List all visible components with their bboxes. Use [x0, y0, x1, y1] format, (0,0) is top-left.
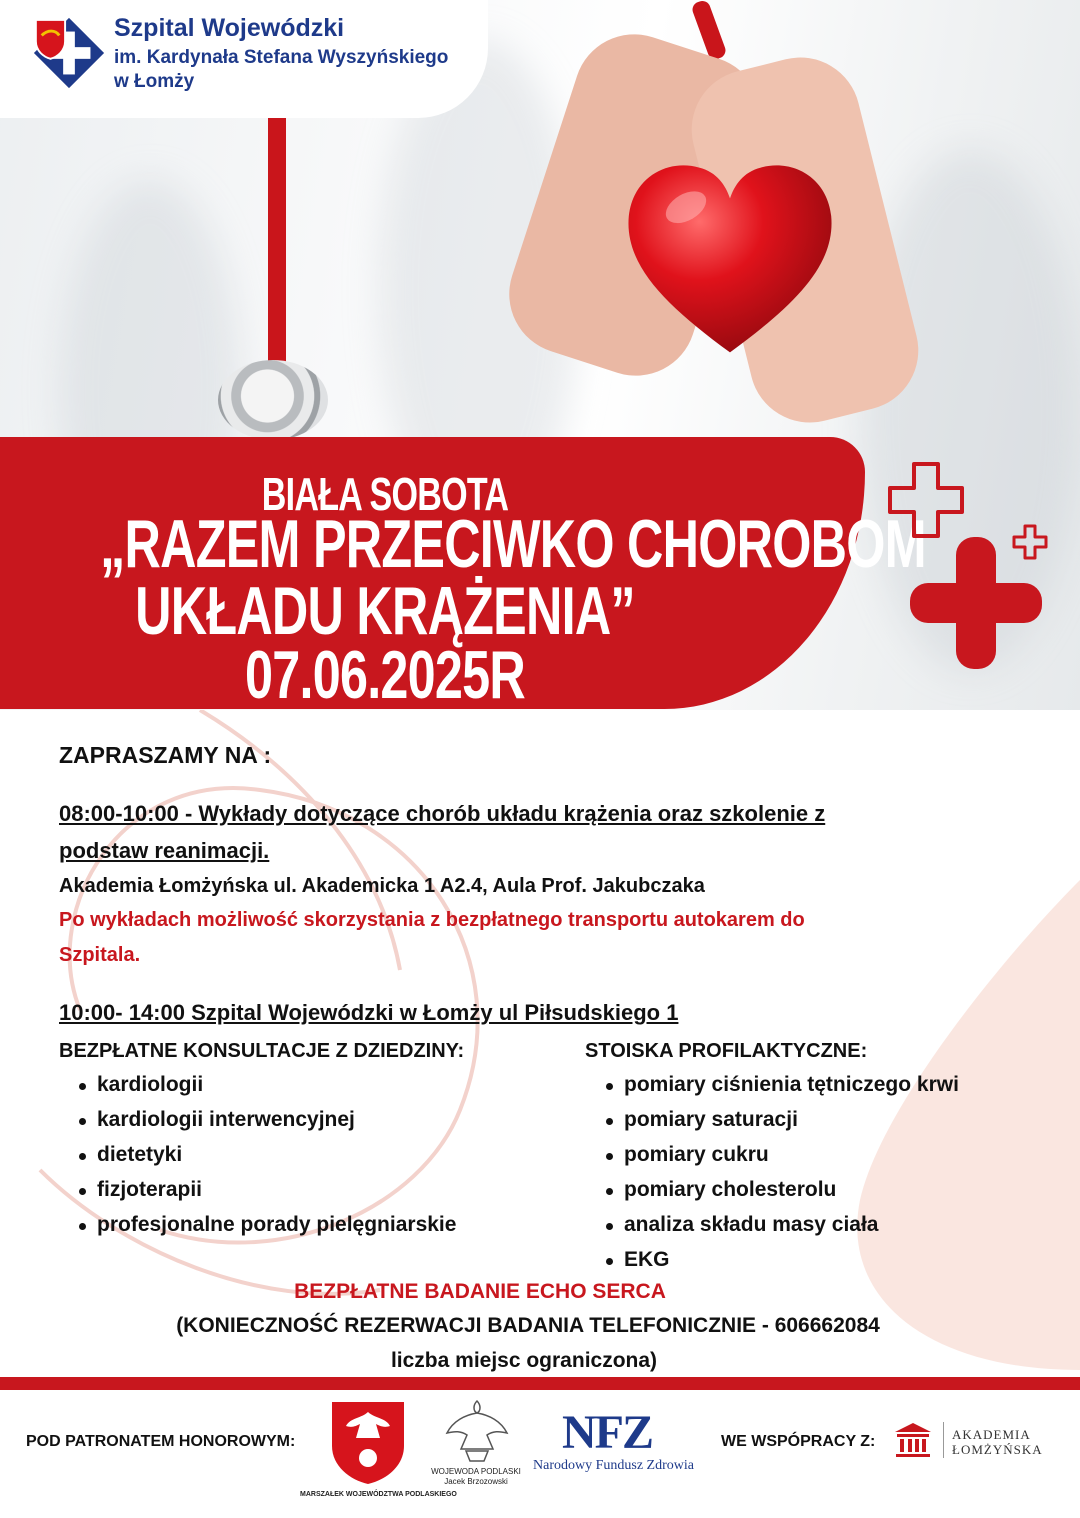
list-item: fizjoterapii	[77, 1178, 456, 1213]
lecture-schedule-cont: podstaw reanimacji.	[59, 838, 270, 863]
voivode-name: Jacek Brzozowski	[444, 1477, 508, 1486]
marshal-caption: MARSZAŁEK WOJEWÓDZTWA PODLASKIEGO	[300, 1491, 457, 1498]
large-cross-icon	[906, 533, 1046, 673]
heart-icon	[620, 150, 840, 370]
echo-offer: BEZPŁATNE BADANIE ECHO SERCA	[294, 1280, 666, 1303]
event-name: BIAŁA SOBOTA	[261, 468, 509, 520]
event-title-line1: „RAZEM PRZECIWKO CHOROBOM	[100, 506, 926, 582]
list-item: EKG	[604, 1248, 959, 1283]
list-item: pomiary cukru	[604, 1143, 959, 1178]
hospital-patron: im. Kardynała Stefana Wyszyńskiego	[114, 47, 449, 68]
nfz-caption: Narodowy Fundusz Zdrowia	[533, 1458, 694, 1473]
hospital-schedule: 10:00- 14:00 Szpital Wojewódzki w Łomży ul Piłsudskiego 1	[59, 1000, 679, 1025]
list-item: pomiary ciśnienia tętniczego krwi	[604, 1073, 959, 1108]
hospital-logo-card	[0, 0, 488, 118]
patronage-label: POD PATRONATEM HONOROWYM:	[26, 1433, 296, 1450]
transport-info-cont: Szpitala.	[59, 944, 141, 966]
hospital-name: Szpital Wojewódzki	[114, 14, 345, 42]
transport-info: Po wykładach możliwość skorzystania z bezpłatnego transportu autokarem do	[59, 909, 805, 931]
akademia-building-icon	[893, 1420, 933, 1460]
consultations-list	[77, 1073, 456, 1248]
event-date: 07.06.2025R	[244, 637, 526, 713]
nfz-logo: NFZ	[562, 1406, 652, 1459]
consultations-heading: BEZPŁATNE KONSULTACJE Z DZIEDZINY:	[59, 1040, 465, 1062]
podlaskie-coat-of-arms-icon	[328, 1398, 408, 1488]
list-item: pomiary cholesterolu	[604, 1178, 959, 1213]
reservation-info: (KONIECZNOŚĆ REZERWACJI BADANIA TELEFONICZNIE - 606662084	[176, 1314, 880, 1337]
stethoscope-tube	[268, 110, 286, 380]
stands-list	[604, 1073, 959, 1283]
list-item: kardiologii interwencyjnej	[77, 1108, 456, 1143]
list-item: dietetyki	[77, 1143, 456, 1178]
footer-divider	[0, 1377, 1080, 1390]
list-item: pomiary saturacji	[604, 1108, 959, 1143]
list-item: analiza składu masy ciała	[604, 1213, 959, 1248]
outline-cross-icon	[886, 460, 966, 540]
title-banner	[0, 437, 926, 713]
list-item: kardiologii	[77, 1073, 456, 1108]
akademia-name-cont: ŁOMŻYŃSKA	[952, 1442, 1043, 1457]
limited-places: liczba miejsc ograniczona)	[390, 1349, 658, 1372]
lecture-schedule: 08:00-10:00 - Wykłady dotyczące chorób układu krążenia oraz szkolenie z	[59, 801, 826, 826]
hospital-city: w Łomży	[114, 71, 195, 92]
akademia-divider	[943, 1422, 944, 1458]
hospital-logo-icon	[30, 14, 108, 92]
polish-eagle-icon	[442, 1395, 512, 1465]
cooperation-label: WE WSPÓPRACY Z:	[721, 1433, 876, 1450]
akademia-name: AKADEMIA	[952, 1427, 1031, 1442]
stethoscope-chestpiece	[218, 360, 328, 440]
event-title-line2: UKŁADU KRĄŻENIA”	[135, 573, 635, 649]
intro-heading: ZAPRASZAMY NA :	[59, 742, 272, 768]
voivode-caption: WOJEWODA PODLASKI	[431, 1467, 521, 1476]
lecture-location: Akademia Łomżyńska ul. Akademicka 1 A2.4, Aula Prof. Jakubczaka	[59, 875, 705, 897]
list-item: profesjonalne porady pielęgniarskie	[77, 1213, 456, 1248]
stands-heading: STOISKA PROFILAKTYCZNE:	[585, 1040, 868, 1062]
